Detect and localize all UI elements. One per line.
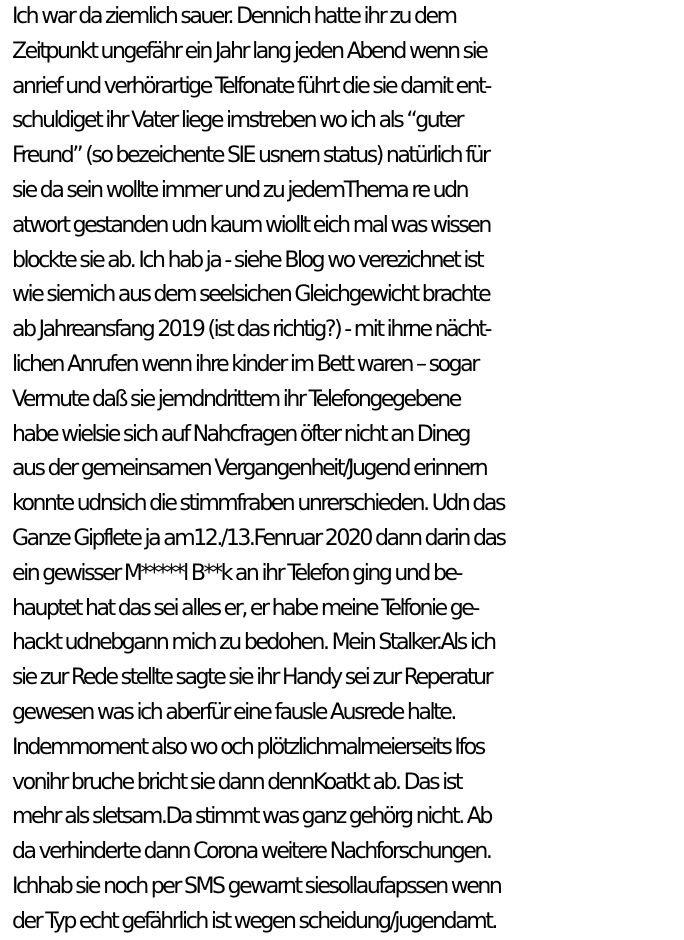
text-line: Ganze Gipflete ja am12./13.Fenruar 2020 dann darin das — [12, 525, 505, 551]
document-page — [12, 0, 684, 940]
text-line: habe wielsie sich auf Nahcfragen öfter nicht an Dineg — [12, 421, 470, 447]
text-line: da verhinderte dann Corona weitere Nachforschungen. — [12, 839, 491, 865]
text-line: gewesen was ich aberfür eine fausle Ausrede halte. — [12, 699, 455, 725]
text-line: Zeitpunkt ungefähr ein Jahr lang jeden Abend wenn sie — [12, 38, 487, 64]
text-line: hauptet hat das sei alles er, er habe meine Telfonie ge- — [12, 595, 478, 621]
text-line: ein gewisser M*****l B**k an ihr Telefon ging und be- — [12, 560, 462, 586]
text-line: mehr als sletsam.Da stimmt was ganz gehörg nicht. Ab — [12, 804, 491, 830]
text-line: Vermute daß sie jemdndrittem ihr Telefongegebene — [12, 386, 460, 412]
text-line: hackt udnebgann mich zu bedohen. Mein Stalker.Als ich — [12, 630, 495, 656]
text-line: Freund” (so bezeichente SIE usnern status) natürlich für — [12, 143, 489, 169]
text-line: aus der gemeinsamen Vergangenheit/Jugend erinnern — [12, 456, 487, 482]
text-line: Ichhab sie noch per SMS gewarnt siesollaufapssen wenn — [12, 873, 501, 899]
text-line: lichen Anrufen wenn ihre kinder im Bett waren – sogar — [12, 351, 478, 377]
text-line: Ich war da ziemlich sauer. Dennich hatte ihr zu dem — [12, 4, 456, 29]
text-line: Indemmoment also wo och plötzlichmalmeierseits Ifos — [12, 734, 484, 760]
text-line: sie zur Rede stellte sagte sie ihr Handy sei zur Reperatur — [12, 665, 492, 691]
text-line: schuldiget ihr Vater liege imstreben wo ich als “guter — [12, 108, 463, 134]
text-line: konnte udnsich die stimmfraben unrerschieden. Udn das — [12, 491, 504, 517]
text-line: blockte sie ab. Ich hab ja - siehe Blog wo verezichnet ist — [12, 247, 483, 273]
text-line: atwort gestanden udn kaum wiollt eich mal was wissen — [12, 212, 490, 238]
text-line: der Typ echt gefährlich ist wegen scheidung/jugendamt. — [12, 908, 496, 934]
text-line: wie siemich aus dem seelsichen Gleichgewicht brachte — [12, 282, 490, 308]
text-line: sie da sein wollte immer und zu jedemThema re udn — [12, 177, 468, 203]
text-line: vonihr bruche bricht sie dann dennKoatkt ab. Das ist — [12, 769, 462, 795]
text-line: anrief und verhörartige Telfonate führt die sie damit ent- — [12, 73, 490, 99]
text-line: ab Jahreansfang 2019 (ist das richtig?) - mit ihrne nächt- — [12, 317, 490, 343]
